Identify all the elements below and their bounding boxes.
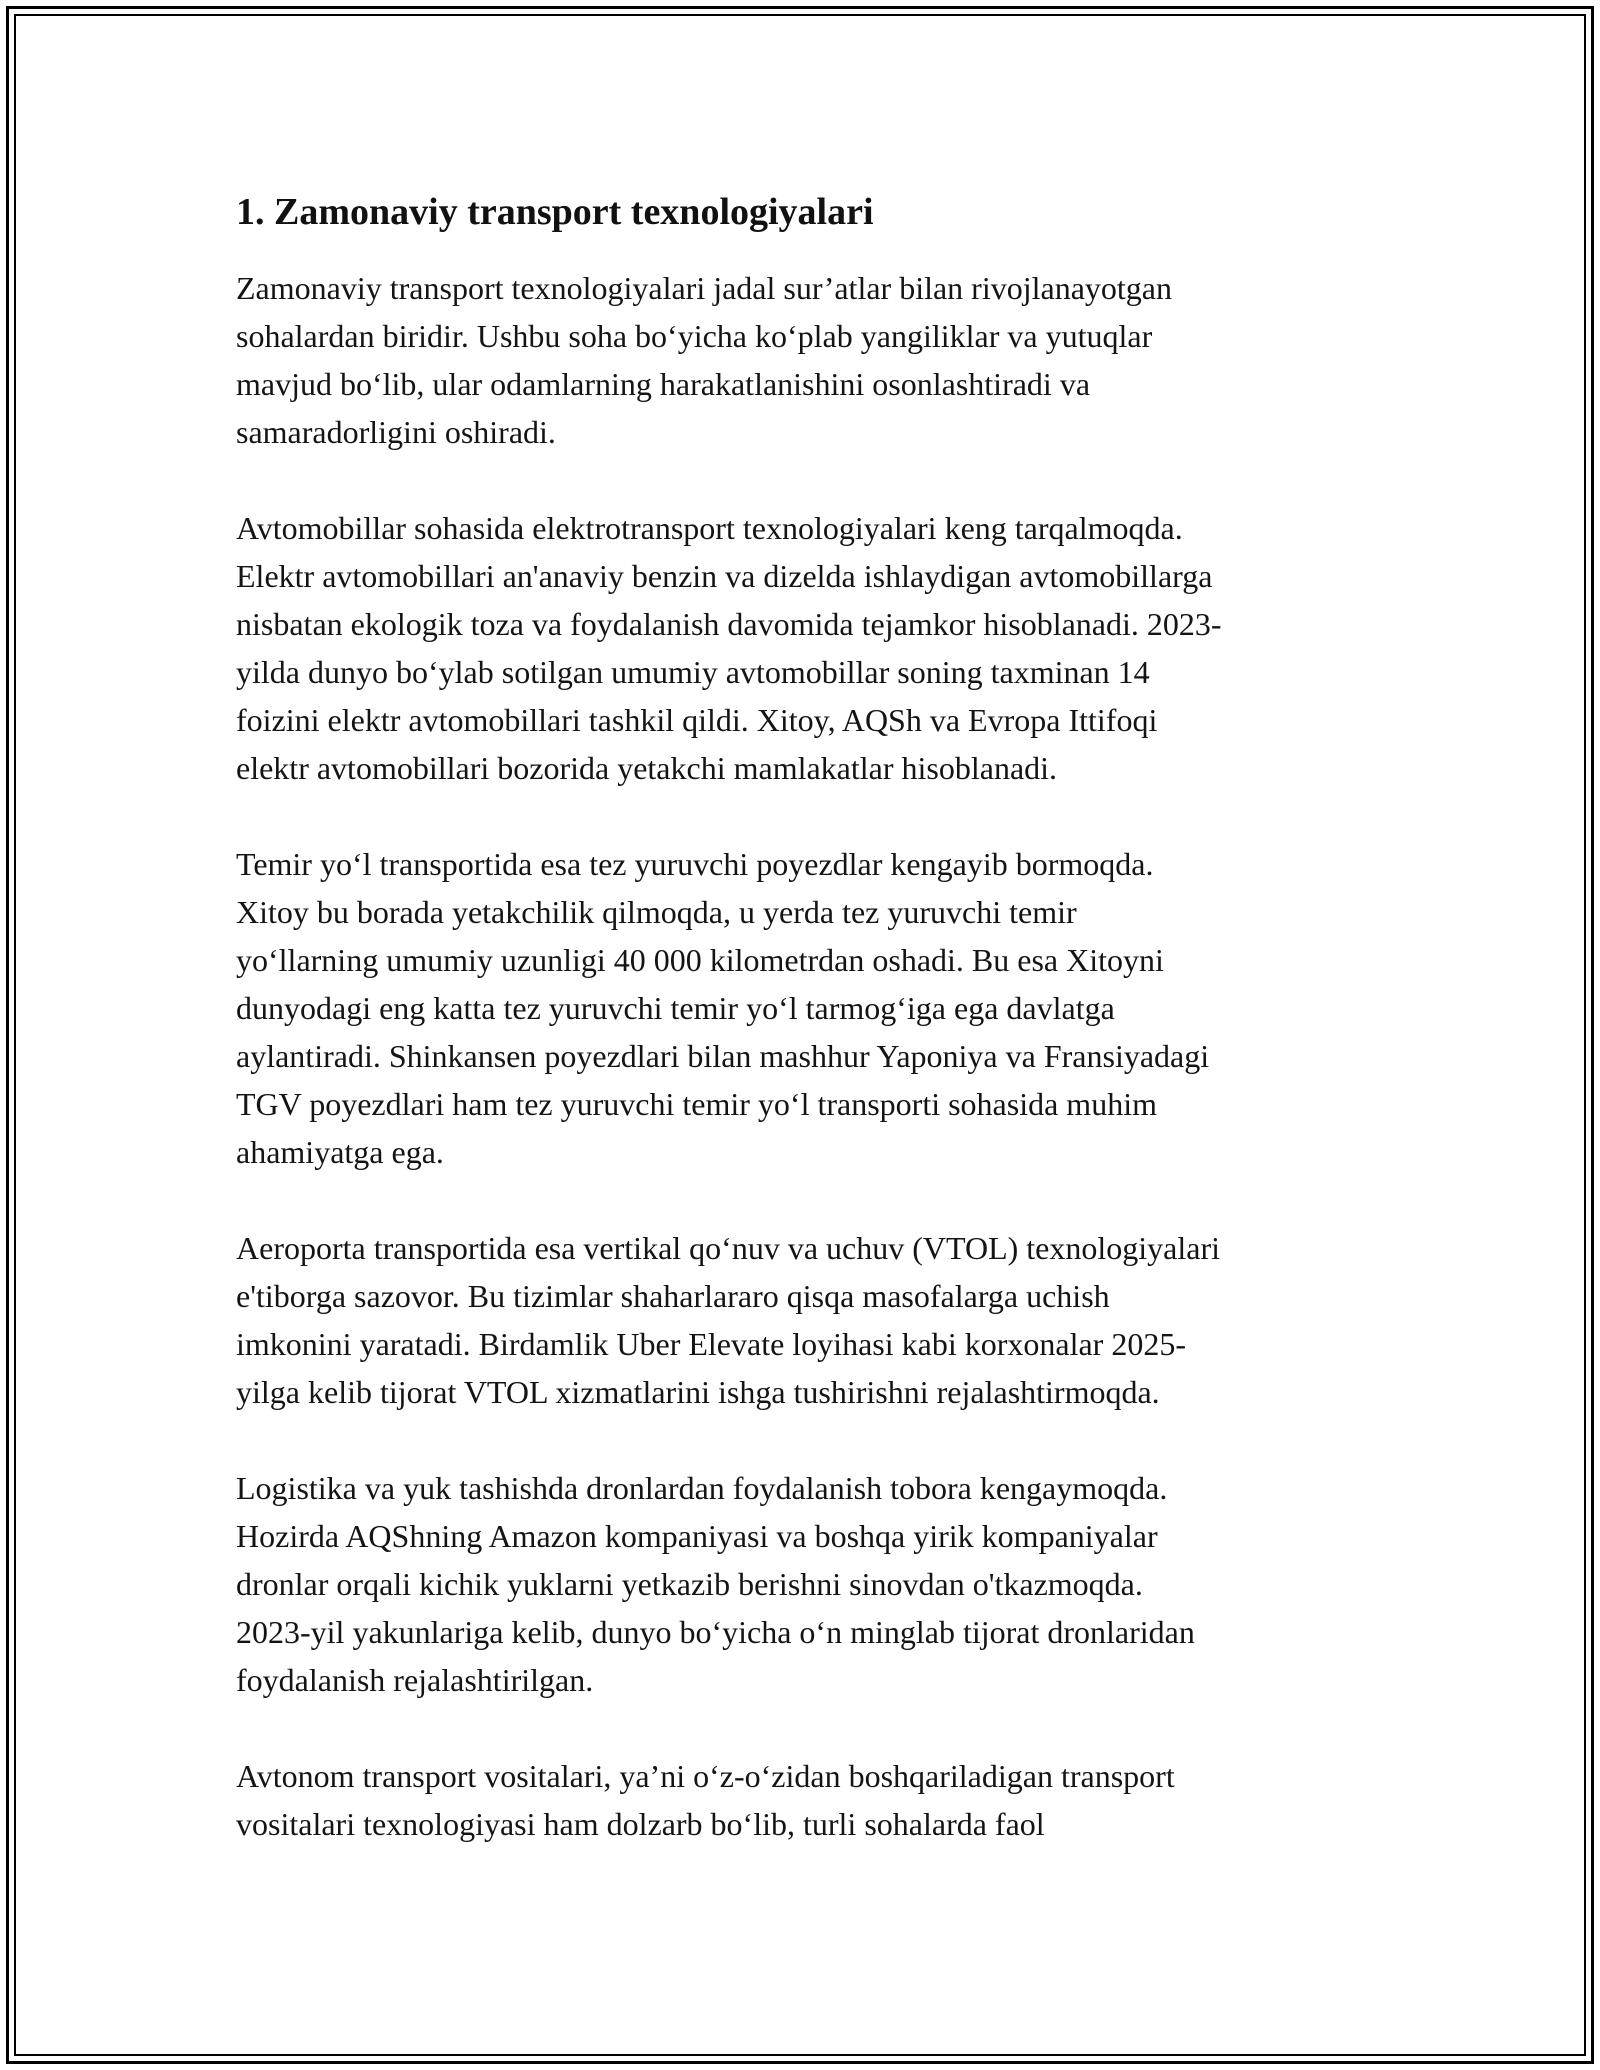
paragraph-intro: Zamonaviy transport texnologiyalari jadal sur’atlar bilan rivojlanayotgan sohalardan biridir. Ushbu soha bo‘yicha ko‘plab yangiliklar va yutuqlar mavjud bo‘lib, ular odamlarning harakatlanishini osonlashtiradi va samaradorligini oshiradi. [236,270,1172,450]
paragraph-drones: Logistika va yuk tashishda dronlardan foydalanish tobora kengaymoqda. Hozirda AQShning Amazon kompaniyasi va boshqa yirik kompaniyalar dronlar orqali kichik yuklarni yetkazib berishni sinovdan o'tkazmoqda. 2023-yil yakunlariga kelib, dunyo bo‘yicha o‘n minglab tijorat dronlaridan foydalanish rejalashtirilgan. [236,1470,1195,1698]
section-heading: 1. Zamonaviy transport texnologiyalari [236,191,874,233]
paragraph-electric-cars: Avtomobillar sohasida elektrotransport texnologiyalari keng tarqalmoqda. Elektr avtomobillari an'anaviy benzin va dizelda ishlaydigan avtomobillarga nisbatan ekologik toza va foydalanish davomida tejamkor hisoblanadi. 2023- yilda dunyo bo‘ylab sotilgan umumiy avtomobillar soning taxminan 14 foizini elektr avtomobillari tashkil qildi. Xitoy, AQSh va Evropa Ittifoqi elektr avtomobillari bozorida yetakchi mamlakatlar hisoblanadi. [236,510,1222,786]
paragraph-autonomous: Avtonom transport vositalari, ya’ni o‘z-o‘zidan boshqariladigan transport vositalari texnologiyasi ham dolzarb bo‘lib, turli sohalarda faol [236,1758,1175,1842]
document-body [236,188,1386,1896]
paragraph-high-speed-rail: Temir yo‘l transportida esa tez yuruvchi poyezdlar kengayib bormoqda. Xitoy bu borada yetakchilik qilmoqda, u yerda tez yuruvchi temir yo‘llarning umumiy uzunligi 40 000 kilometrdan oshadi. Bu esa Xitoyni dunyodagi eng katta tez yuruvchi temir yo‘l tarmog‘iga ega davlatga aylantiradi. Shinkansen poyezdlari bilan mashhur Yaponiya va Fransiyadagi TGV poyezdlari ham tez yuruvchi temir yo‘l transporti sohasida muhim ahamiyatga ega. [236,846,1210,1170]
paragraph-vtol: Aeroporta transportida esa vertikal qo‘nuv va uchuv (VTOL) texnologiyalari e'tiborga sazovor. Bu tizimlar shaharlararo qisqa masofalarga uchish imkonini yaratadi. Birdamlik Uber Elevate loyihasi kabi korxonalar 2025- yilga kelib tijorat VTOL xizmatlarini ishga tushirishni rejalashtirmoqda. [236,1230,1220,1410]
